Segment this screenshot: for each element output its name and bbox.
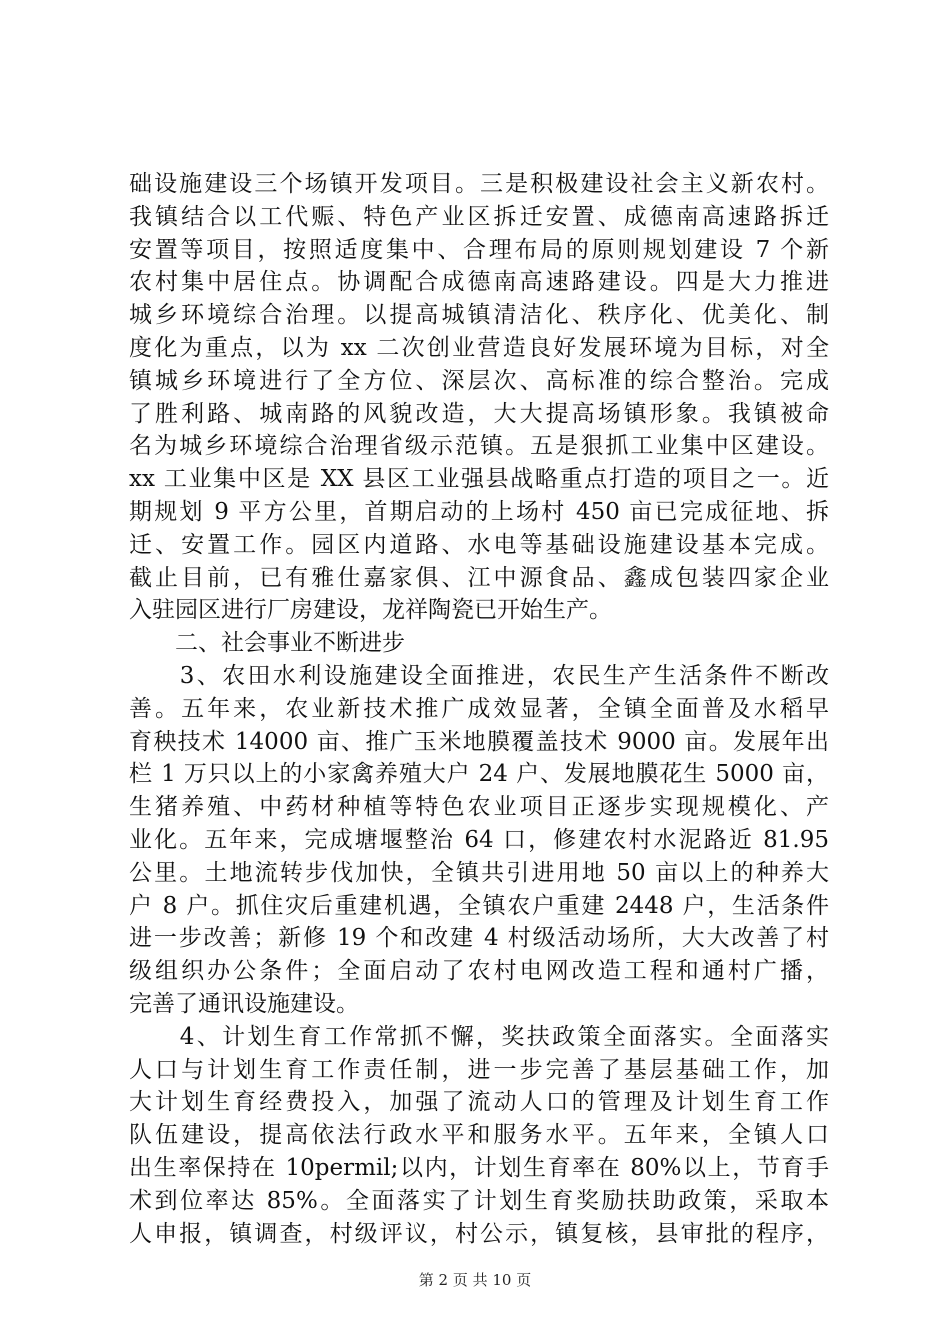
- text-line: 4、计划生育工作常抓不懈，奖扶政策全面落实。全面落实: [129, 1023, 829, 1050]
- text-line: 安置等项目，按照适度集中、合理布局的原则规划建设 7 个新: [129, 236, 829, 263]
- text-line: 级组织办公条件；全面启动了农村电网改造工程和通村广播，: [129, 958, 829, 985]
- text-line: 度化为重点，以为 xx 二次创业营造良好发展环境为目标，对全: [129, 334, 829, 361]
- text-line: 了胜利路、城南路的风貌改造，大大提高场镇形象。我镇被命: [129, 400, 829, 427]
- text-line: 人口与计划生育工作责任制，进一步完善了基层基础工作，加: [129, 1056, 829, 1083]
- text-line: 栏 1 万只以上的小家禽养殖大户 24 户、发展地膜花生 5000 亩，: [129, 761, 829, 788]
- text-line: 二、社会事业不断进步: [129, 630, 405, 657]
- text-line: 大计划生育经费投入，加强了流动人口的管理及计划生育工作: [129, 1089, 829, 1116]
- text-line: 术到位率达 85%。全面落实了计划生育奖励扶助政策，采取本: [129, 1187, 829, 1214]
- text-line: 户 8 户。抓住灾后重建机遇，全镇农户重建 2448 户，生活条件: [129, 892, 829, 919]
- text-line: 城乡环境综合治理。以提高城镇清洁化、秩序化、优美化、制: [129, 302, 829, 329]
- text-line: 完善了通讯设施建设。: [129, 990, 359, 1017]
- text-line: 期规划 9 平方公里，首期启动的上场村 450 亩已完成征地、拆: [129, 498, 829, 525]
- text-line: 入驻园区进行厂房建设，龙祥陶瓷已开始生产。: [129, 597, 612, 624]
- text-line: 出生率保持在 10permil;以内，计划生育率在 80%以上，节育手: [129, 1154, 829, 1181]
- text-line: 业化。五年来，完成塘堰整治 64 口，修建农村水泥路近 81.95: [129, 826, 829, 853]
- text-line: 农村集中居住点。协调配合成德南高速路建设。四是大力推进: [129, 269, 829, 296]
- text-line: 公里。土地流转步伐加快，全镇共引进用地 50 亩以上的种养大: [129, 859, 829, 886]
- text-line: 我镇结合以工代赈、特色产业区拆迁安置、成德南高速路拆迁: [129, 203, 829, 230]
- text-line: 善。五年来，农业新技术推广成效显著，全镇全面普及水稻早: [129, 695, 829, 722]
- text-line: 生猪养殖、中药材种植等特色农业项目正逐步实现规模化、产: [129, 794, 829, 821]
- text-line: 人申报，镇调查，村级评议，村公示，镇复核，县审批的程序，: [129, 1220, 829, 1247]
- text-line: 进一步改善；新修 19 个和改建 4 村级活动场所，大大改善了村: [129, 925, 829, 952]
- text-line: 础设施建设三个场镇开发项目。三是积极建设社会主义新农村。: [129, 171, 829, 197]
- text-line: 育秧技术 14000 亩、推广玉米地膜覆盖技术 9000 亩。发展年出: [129, 728, 829, 755]
- text-line: 截止目前，已有雅仕嘉家俱、江中源食品、鑫成包装四家企业: [129, 564, 829, 591]
- text-line: 迁、安置工作。园区内道路、水电等基础设施建设基本完成。: [129, 531, 829, 558]
- text-line: xx 工业集中区是 XX 县区工业强县战略重点打造的项目之一。近: [129, 466, 829, 493]
- text-line: 名为城乡环境综合治理省级示范镇。五是狠抓工业集中区建设。: [129, 433, 829, 460]
- text-line: 镇城乡环境进行了全方位、深层次、高标准的综合整治。完成: [129, 367, 829, 394]
- text-line: 队伍建设，提高依法行政水平和服务水平。五年来，全镇人口: [129, 1122, 829, 1149]
- document-body: [129, 168, 829, 1250]
- page-number-footer: 第 2 页 共 10 页: [418, 1271, 532, 1289]
- text-line: 3、农田水利设施建设全面推进，农民生产生活条件不断改: [129, 662, 829, 689]
